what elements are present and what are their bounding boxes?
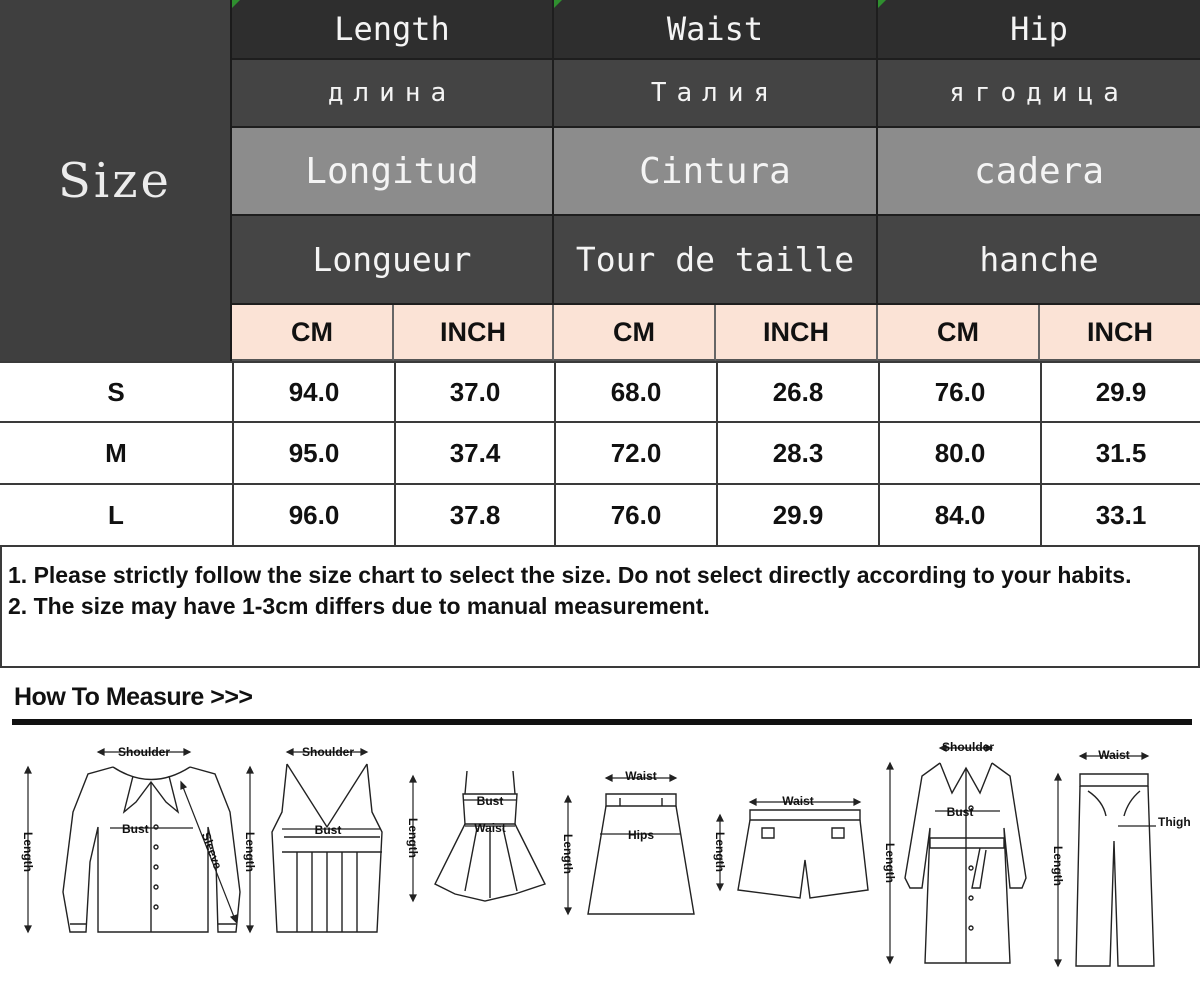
size-table-body: [0, 361, 1200, 545]
hip-header-ru: ягодица: [878, 60, 1200, 128]
size-cell: S: [0, 361, 234, 423]
skirt-icon: [558, 766, 698, 931]
table-cell: 68.0: [556, 361, 718, 423]
waist-header-fr: Tour de taille: [554, 216, 878, 305]
pants-icon: [1048, 746, 1198, 981]
bust-label: Bust: [476, 794, 504, 808]
hip-header-es: cadera: [878, 128, 1200, 216]
table-cell: 80.0: [880, 423, 1042, 485]
unit-header: INCH: [716, 305, 878, 361]
table-cell: 37.0: [396, 361, 556, 423]
length-label: Length: [1051, 846, 1065, 886]
vest-icon: [242, 742, 392, 947]
waist-header-ru: Талия: [554, 60, 878, 128]
waist-label: Waist: [625, 769, 657, 783]
note-2: 2. The size may have 1-3cm differs due to manual measurement.: [8, 593, 710, 619]
length-label: Length: [561, 834, 575, 874]
length-label: Length: [334, 10, 450, 48]
table-cell: 28.3: [718, 423, 880, 485]
note-1: 1. Please strictly follow the size chart to select the size. Do not select directly according to your habits.: [8, 562, 1132, 588]
unit-header: CM: [232, 305, 394, 361]
length-header-es: Longitud: [232, 128, 554, 216]
unit-header: INCH: [1040, 305, 1200, 361]
size-cell: M: [0, 423, 234, 485]
size-cell: L: [0, 485, 234, 547]
hip-label: Hip: [1010, 10, 1068, 48]
waist-label: Waist: [666, 10, 764, 48]
waist-label: Waist: [782, 794, 814, 808]
length-label: Length: [406, 818, 420, 858]
table-cell: 94.0: [234, 361, 396, 423]
shoulder-label: Shoulder: [941, 740, 995, 754]
table-cell: 29.9: [718, 485, 880, 547]
table-cell: 26.8: [718, 361, 880, 423]
waist-label: Waist: [1098, 748, 1130, 762]
how-to-measure-title: How To Measure >>>: [14, 683, 253, 711]
size-header: Size: [0, 0, 232, 361]
length-header-fr: Longueur: [232, 216, 554, 305]
dress-icon: [405, 766, 550, 931]
shorts-icon: [710, 790, 870, 920]
sleeve-label: Sleeve: [198, 830, 225, 871]
bust-label: Bust: [122, 822, 149, 836]
thigh-label: Thigh: [1158, 815, 1191, 829]
coat-icon: [880, 738, 1030, 983]
waist-header-en: [554, 0, 878, 60]
length-label: Length: [883, 843, 897, 883]
hip-header-fr: hanche: [878, 216, 1200, 305]
unit-header: CM: [554, 305, 716, 361]
size-notes: [0, 545, 1200, 668]
section-divider: [12, 719, 1192, 725]
table-cell: 31.5: [1042, 423, 1200, 485]
table-cell: 76.0: [556, 485, 718, 547]
table-cell: 84.0: [880, 485, 1042, 547]
length-header-en: [232, 0, 554, 60]
length-header-ru: длина: [232, 60, 554, 128]
table-cell: 29.9: [1042, 361, 1200, 423]
table-cell: 72.0: [556, 423, 718, 485]
hip-header-en: [878, 0, 1200, 60]
length-label: Length: [21, 832, 35, 872]
waist-label: Waist: [474, 821, 506, 835]
hips-label: Hips: [627, 828, 655, 842]
length-label: Length: [713, 832, 727, 872]
table-cell: 33.1: [1042, 485, 1200, 547]
table-cell: 76.0: [880, 361, 1042, 423]
table-cell: 37.4: [396, 423, 556, 485]
unit-header: INCH: [394, 305, 554, 361]
table-cell: 37.8: [396, 485, 556, 547]
table-cell: 96.0: [234, 485, 396, 547]
bust-label: Bust: [946, 805, 974, 819]
bust-label: Bust: [314, 823, 342, 837]
shoulder-label: Shoulder: [301, 745, 355, 759]
waist-header-es: Cintura: [554, 128, 878, 216]
table-cell: 95.0: [234, 423, 396, 485]
blouse-icon: [18, 742, 243, 947]
shoulder-label: Shoulder: [117, 745, 171, 759]
unit-header: CM: [878, 305, 1040, 361]
length-label: Length: [243, 832, 257, 872]
